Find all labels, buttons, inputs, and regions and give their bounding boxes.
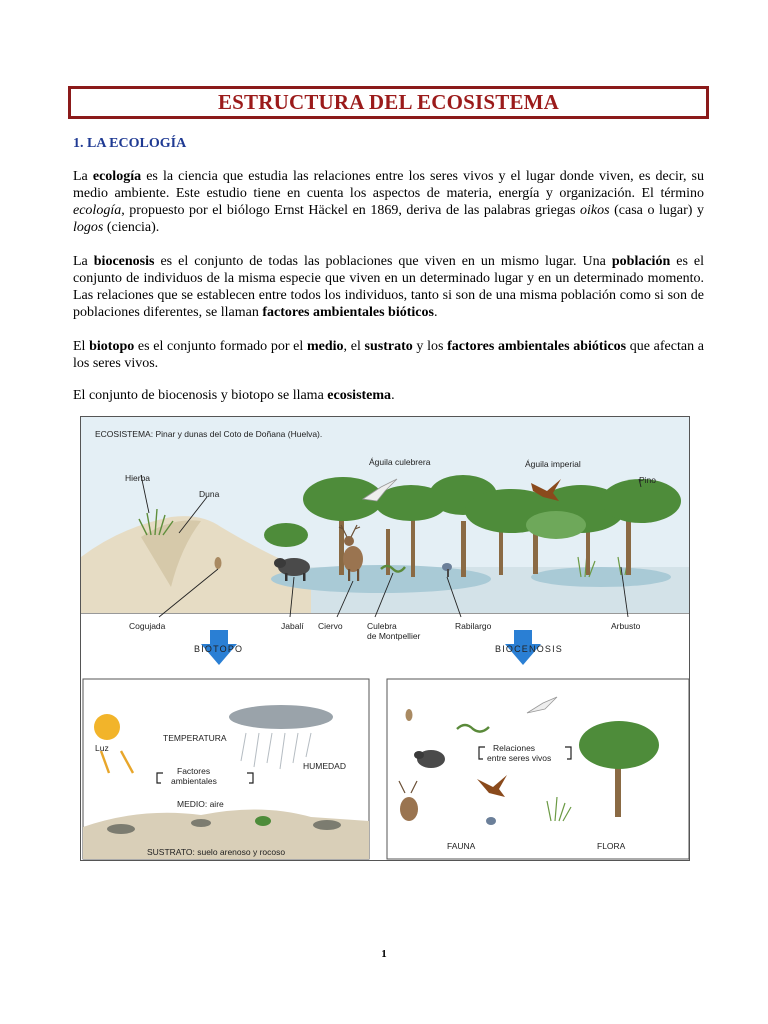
cogujada-icon xyxy=(215,557,222,569)
shrub-canopy xyxy=(526,511,586,539)
label-culebra-line1: Culebra xyxy=(367,621,397,631)
label-sustrato: SUSTRATO: suelo arenoso y rocoso xyxy=(147,847,286,857)
label-factores-line1: Factores xyxy=(177,766,211,776)
water-pond-right xyxy=(531,567,671,587)
section-heading: 1. LA ECOLOGÍA xyxy=(73,136,187,151)
figure-caption: ECOSISTEMA: Pinar y dunas del Coto de Doñana (Huelva). xyxy=(95,429,323,439)
label-luz: Luz xyxy=(95,743,109,753)
ecosystem-illustration xyxy=(81,417,690,861)
ecosystem-figure xyxy=(80,416,690,861)
label-humedad: HUMEDAD xyxy=(303,761,346,771)
magpie-icon xyxy=(486,817,496,825)
label-aguila-imperial: Águila imperial xyxy=(525,459,581,469)
paragraph-biotopo: El biotopo es el conjunto formado por el medio, el sustrato y los factores ambientales abióticos que afectan a los seres vivos. xyxy=(73,339,704,371)
label-medio: MEDIO: aire xyxy=(177,799,224,809)
label-fauna: FAUNA xyxy=(447,841,476,851)
label-culebra-line2: de Montpellier xyxy=(367,631,421,641)
label-duna: Duna xyxy=(199,489,220,499)
page-number: 1 xyxy=(381,948,387,960)
label-relaciones-line2: entre seres vivos xyxy=(487,753,552,763)
small-shrub-icon xyxy=(255,816,271,826)
paragraph-ecologia: La ecología es la ciencia que estudia las relaciones entre los seres vivos y el lugar donde viven, es decir, su medio ambiente. Este estudio tiene en cuenta los aspectos de materia, energía y organización. El término ecología, propuesto por el biólogo Ernst Häckel en 1869, deriva de las palabras griegas oikos (casa o lugar) y logos (ciencia). xyxy=(73,169,704,235)
label-arbusto: Arbusto xyxy=(611,621,641,631)
label-biotopo: BIOTOPO xyxy=(194,644,244,654)
label-aguila-culebrera: Águila culebrera xyxy=(369,457,431,467)
label-ciervo: Ciervo xyxy=(318,621,343,631)
label-flora: FLORA xyxy=(597,841,626,851)
paragraph-biocenosis: La biocenosis es el conjunto de todas las poblaciones que viven en un mismo lugar. Una población es el conjunto de individuos de la misma especie que viven en un determinado lugar y en un determinado momento. Las relaciones que se establecen entre todos los individuos, tanto si son de una misma población como si son de poblaciones diferentes, se llaman factores ambientales bióticos. xyxy=(73,254,704,320)
label-biocenosis: BIOCENOSIS xyxy=(495,644,564,654)
paragraph-ecosistema: El conjunto de biocenosis y biotopo se llama ecosistema. xyxy=(73,388,395,403)
label-temperatura: TEMPERATURA xyxy=(163,733,227,743)
label-cogujada: Cogujada xyxy=(129,621,166,631)
title-box xyxy=(68,86,709,119)
page-title: ESTRUCTURA DEL ECOSISTEMA xyxy=(217,90,560,114)
label-factores-line2: ambientales xyxy=(171,776,217,786)
sun-icon xyxy=(94,714,120,740)
lark-icon xyxy=(406,709,413,721)
label-pino: Pino xyxy=(639,475,657,485)
scene-separator xyxy=(81,613,690,614)
label-jabali: Jabalí xyxy=(281,621,304,631)
label-relaciones-line1: Relaciones xyxy=(493,743,536,753)
label-rabilargo: Rabilargo xyxy=(455,621,492,631)
label-hierba: Hierba xyxy=(125,473,151,483)
